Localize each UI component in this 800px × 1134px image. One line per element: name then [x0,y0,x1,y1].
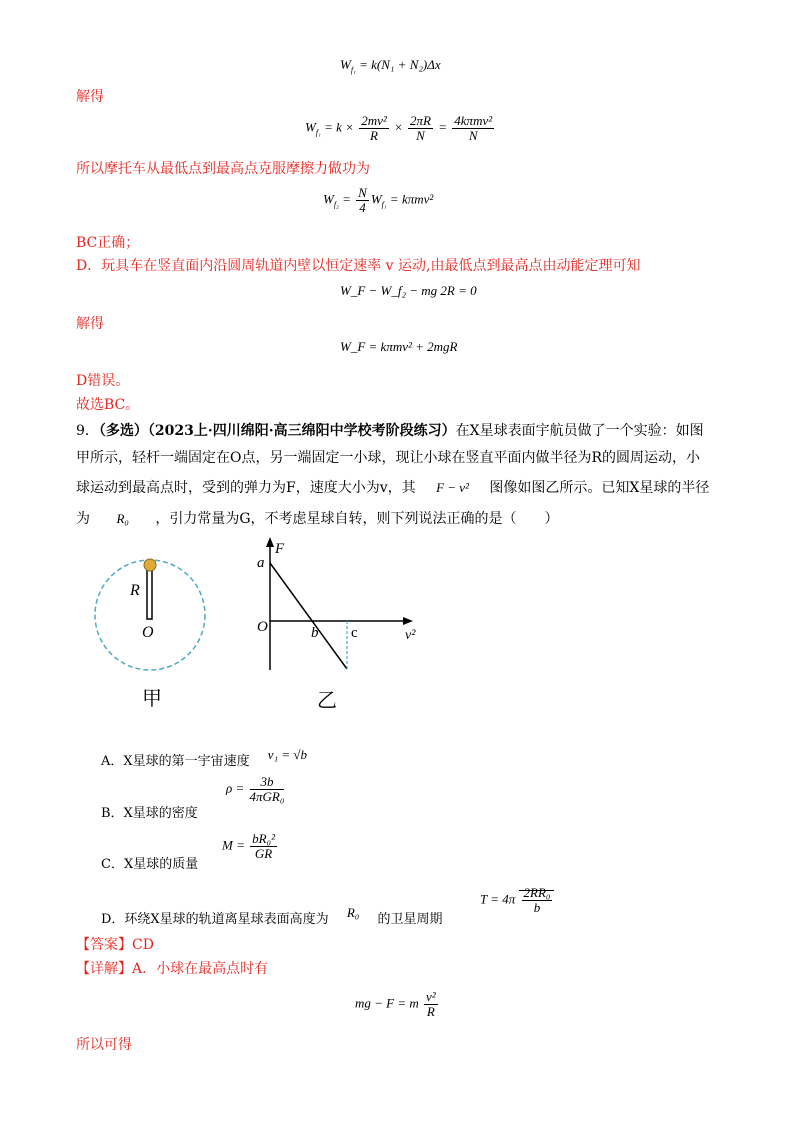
label-b: b [311,625,319,641]
option-d: D．环绕X星球的轨道离星球表面高度为 R₀ 的卫星周期 [101,905,443,927]
caption-yi: 乙 [317,688,337,712]
label-a: a [257,555,265,571]
question-9-line-3: 球运动到最高点时，受到的弹力为F，速度大小为v，其 F − v² 图像如图乙所示。已知X星球的半径 [76,480,710,496]
solve-label-1: 解得 [76,89,104,105]
option-c-formula: M = $\frac{\text{bR₀²}}{GR}$ [222,831,275,861]
so-line: 所以可得 [76,1037,132,1053]
option-d-formula: T = 4π $\frac{\text{2RR₀}}{b}$ [480,886,554,915]
friction-work-sentence: 所以摩托车从最低点到最高点克服摩擦力做功为 [76,161,370,177]
equation-work-friction-1: $W_{f_1} = k(N_1 + N_2)\Delta x$ [340,57,441,75]
equation-work-friction-3: $W_{f_2}$ = $\frac{N}{4}$ $W_{f_1} = k\pi mv^2$ [323,185,434,215]
choose-bc: 故选BC。 [76,397,140,413]
d-wrong: D错误。 [76,373,130,389]
option-c-text: C．X星球的质量 [101,857,199,872]
bc-correct: BC正确； [76,235,140,251]
figure-yi [255,535,430,715]
label-F: F [275,541,285,557]
caption-jia: 甲 [142,686,162,710]
question-9-line-1: 9．（多选）（2023上·四川绵阳·高三绵阳中学校考阶段练习）在X星球表面宇航员做了一个实验：如图 [76,423,704,439]
solve-label-2: 解得 [76,316,104,332]
option-b-text: B．X星球的密度 [101,806,198,821]
label-origin: O [257,619,268,635]
equation-work-force: W_F = kπmv² + 2mgR [340,339,458,354]
graph-line [270,563,347,669]
ball-icon [144,559,156,571]
option-d-analysis: D．玩具车在竖直面内沿圆周轨道内壁以恒定速率 v 运动,由最低点到最高点由动能定理可知 [76,258,641,274]
option-a: A．X星球的第一宇宙速度 v₁ = √b [101,747,307,769]
axis-F-arrow [266,537,274,547]
detail-line: 【详解】A．小球在最高点时有 [76,961,269,977]
question-9-line-2: 甲所示，轻杆一端固定在O点，另一端固定一小球，现让小球在竖直平面内做半径为R的圆周运动，小 [76,450,701,466]
label-R: R [130,582,140,599]
option-b-formula: ρ = $\frac{3b}{\text{4πGR₀}}$ [226,774,285,804]
label-O: O [142,624,154,641]
answer-line: 【答案】CD [76,937,154,953]
label-c: c [351,625,358,641]
figure-jia [90,555,220,715]
light-rod [147,567,152,619]
equation-work-friction-2: $W_{f_1} = k$ × $\frac{\text{2mv²}}{R}$ × $\frac{2\pi R}{N}$ = $\frac{\text{4kπmv²}}{N}$ [305,113,493,143]
equation-energy-theorem: W_F − W_f₂ − mg 2R = 0 [340,283,477,298]
equation-top-point: mg − F = m $\frac{\text{v²}}{R}$ [355,989,436,1019]
axis-v2-arrow [403,617,413,625]
question-9-line-4: 为 R₀ ，引力常量为G，不考虑星球自转，则下列说法正确的是（ ） [76,511,559,527]
label-v2: v² [405,628,416,643]
